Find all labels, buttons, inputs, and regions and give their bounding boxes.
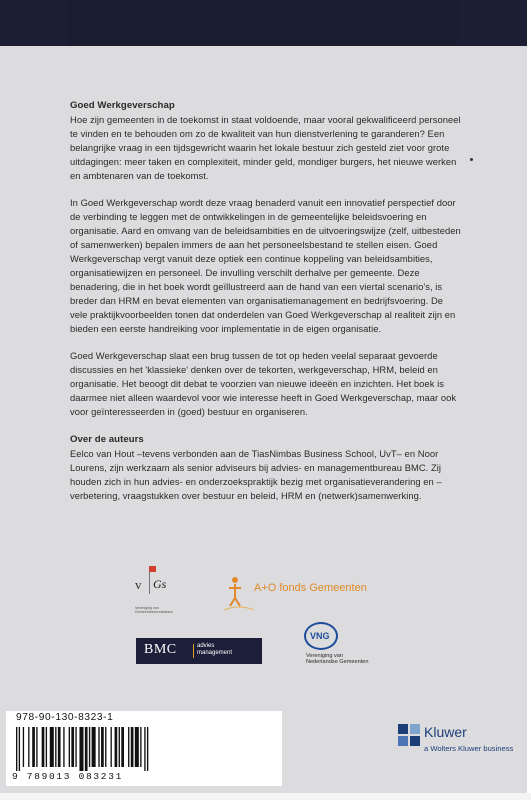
- paragraph-approach: In Goed Werkgeverschap wordt deze vraag benaderd vanuit een innovatief perspectief door de verbinding te leggen met de ontwikkelingen in de gemeentelijke beleidsvoering en organisatie. Aard en omvang van de beleidsambities en de uitvoeringswijze (zelf, uitbesteden of samenwerken) bepalen immers de aan het personeelsbestand te stellen eisen. Goed Werkgeverschap vergt vanuit deze optiek een continue koppeling van beleidsambities, organisatiewijzen en personeel. De invulling verschilt derhalve per gemeente. Deze benadering, die in het boek wordt geïllustreerd aan de hand van een viertal scenario's, is breder dan HRM en bevat elementen van organisatiemanagement en bedrijfsvoering. De vele praktijkvoorbeelden tonen dat onderdelen van Goed Werkgeverschap al realiteit zijn en bieden een eerste handreiking voor implementatie in de eigen organisatie.: [70, 197, 461, 334]
- bmc-logo: BMC advies management: [136, 638, 262, 664]
- speck: [470, 158, 473, 161]
- ean-number: 9 789013 083231: [12, 771, 124, 782]
- vng-logo: VNG Vereniging van Nederlandse Gemeenten: [300, 622, 430, 672]
- kluwer-symbol-icon: [398, 724, 420, 746]
- isbn-number: 978-90-130-8323-1: [16, 712, 114, 723]
- vgs-logo: v Gs Vereniging van Gemeentesecretarissen: [135, 566, 191, 618]
- vng-badge-icon: VNG: [304, 622, 338, 650]
- paragraph-authors: Eelco van Hout –tevens verbonden aan de TiasNimbas Business School, UvT– en Noor Lourens, zijn werkzaam als senior adviseurs bij advies- en managementbureau BMC. Zij houden zich in hun advies- en onderzoekspraktijk bezig met organisatieverandering en –verbetering, vraagstukken over bestuur en beleid, HRM en (netwerk)samenwerking.: [70, 447, 442, 501]
- paragraph-intro: Hoe zijn gemeenten in de toekomst in staat voldoende, maar vooral gekwalificeerd personeel te vinden en te behouden om zo de kwaliteit van hun dienstverlening te garanderen? Een belangrijke vraag in een tijdsgewricht waarin het lokale bestuur zich gesteld ziet voor grote uitdagingen: meer taken en complexiteit, minder geld, mondiger burgers, het nieuwe werken en ambtenaren van de toekomst.: [70, 114, 461, 181]
- page-edge: [0, 793, 531, 800]
- heading-about-authors: Over de auteurs: [70, 433, 144, 445]
- a0-fonds-logo: A+O fonds Gemeenten: [224, 574, 404, 618]
- back-cover-text: [70, 99, 462, 502]
- barcode: [16, 727, 272, 771]
- barcode-box: [6, 711, 282, 786]
- top-band: [0, 0, 527, 46]
- figure-icon: [224, 574, 254, 618]
- heading-goed-werkgeverschap: Goed Werkgeverschap: [70, 100, 175, 111]
- paragraph-bridge: Goed Werkgeverschap slaat een brug tussen de tot op heden veelal separaat gevoerde discussies en het 'klassieke' denken over de tekorten, werkgeverschap, HRM, beleid en organisatie. Het beoogt dit debat te voorzien van nieuwe ideeën en inzichten. Het boek is daarmee niet alleen waardevol voor wie interesse heeft in Goed Werkgeverschap, maar ook voor geïnteresseerden in (goed) bestuur en organiseren.: [70, 350, 457, 417]
- kluwer-logo: Kluwer a Wolters Kluwer business: [396, 722, 516, 762]
